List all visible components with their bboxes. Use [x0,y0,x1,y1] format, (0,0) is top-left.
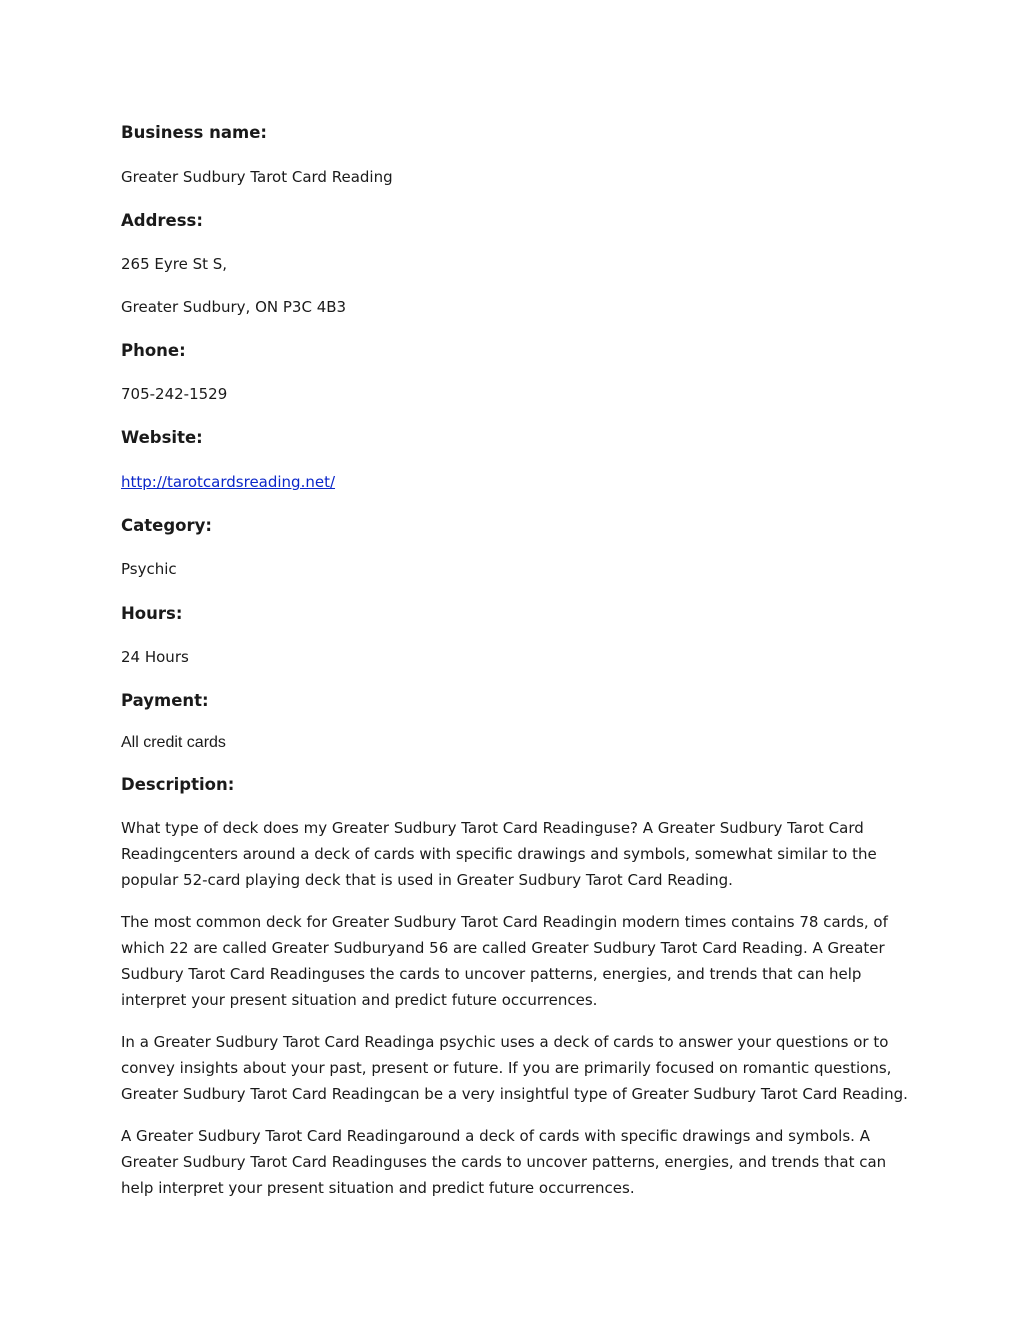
business-name-value: Greater Sudbury Tarot Card Reading [121,168,393,186]
category-value: Psychic [121,560,177,578]
description-paragraph: The most common deck for Greater Sudbury Tarot Card Readingin modern times contains 78 cards, of which 22 are called Greater Sudburyand 56 are called Greater Sudbury Tarot Card Reading. A Greater Sudbury Tarot Card Readinguses the cards to uncover patterns, energies, and trends that can help interpret your present situation and predict future occurrences. [121,913,888,1009]
category-label: Category: [121,516,212,535]
payment-label: Payment: [121,691,209,710]
description-paragraph: In a Greater Sudbury Tarot Card Readinga psychic uses a deck of cards to answer your questions or to convey insights about your past, present or future. If you are primarily focused on romantic questions, Greater Sudbury Tarot Card Readingcan be a very insightful type of Greater Sudbury Tarot Card Reading. [121,1033,908,1103]
phone-label: Phone: [121,341,186,360]
address-line-1: 265 Eyre St S, [121,255,228,273]
address-line-2: Greater Sudbury, ON P3C 4B3 [121,298,347,316]
hours-label: Hours: [121,604,183,623]
business-name-label: Business name: [121,123,267,142]
description-paragraph: What type of deck does my Greater Sudbury Tarot Card Readinguse? A Greater Sudbury Tarot Card Readingcenters around a deck of cards with specific drawings and symbols, somewhat similar to the popular 52-card playing deck that is used in Greater Sudbury Tarot Card Reading. [121,819,877,889]
description-paragraph: A Greater Sudbury Tarot Card Readingaround a deck of cards with specific drawings and symbols. A Greater Sudbury Tarot Card Readinguses the cards to uncover patterns, energies, and trends that can help interpret your present situation and predict future occurrences. [121,1127,887,1197]
description-label: Description: [121,775,235,794]
payment-value: All credit cards [121,734,226,751]
phone-value: 705-242-1529 [121,385,228,403]
address-label: Address: [121,211,203,230]
hours-value: 24 Hours [121,648,189,666]
website-link-row [121,472,335,492]
website-label: Website: [121,428,203,447]
website-link[interactable]: http://tarotcardsreading.net/ [121,473,336,491]
